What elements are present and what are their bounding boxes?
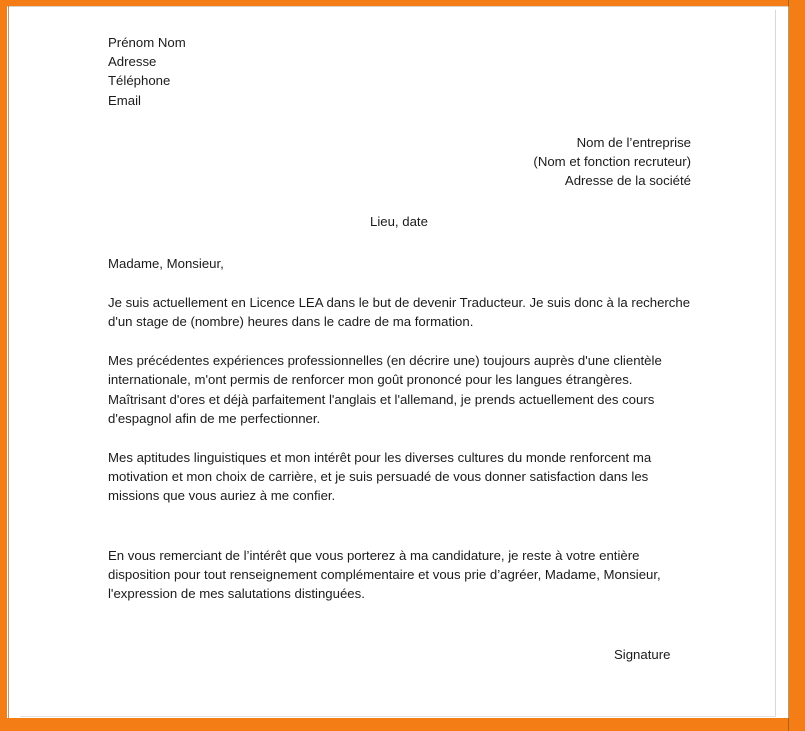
recipient-company: Nom de l’entreprise bbox=[576, 134, 691, 150]
body-paragraph-2: Mes précédentes expériences professionnelles (en décrire une) toujours auprès d'une clientèle internationale, m'ont permis de renforcer mon goût prononcé pour les langues étrangères. Maîtrisant d'ores et déjà parfaitement l'anglais et l'allemand, je prends actuellement des cours d'espagnol afin de me perfectionner. bbox=[108, 353, 662, 426]
sender-name: Prénom Nom bbox=[108, 35, 186, 50]
recipient-address: Adresse de la société bbox=[564, 173, 691, 189]
border-band-bottom bbox=[0, 718, 805, 731]
page-edge-hairline-right bbox=[775, 10, 776, 716]
recipient-contact: (Nom et fonction recruteur) bbox=[533, 154, 691, 170]
border-band-left bbox=[0, 0, 7, 731]
salutation-line: Madame, Monsieur, bbox=[108, 255, 224, 271]
signature-line: Signature bbox=[614, 647, 671, 663]
sender-email: Email bbox=[108, 92, 141, 108]
closing-paragraph: En vous remerciant de l’intérêt que vous porterez à ma candidature, je reste à votre entière disposition pour tout renseignement complémentaire et vous prie d’agréer, Madame, Monsieur, l'expression de mes salutations distinguées. bbox=[108, 547, 661, 602]
place-and-date: Lieu, date bbox=[370, 214, 428, 230]
letter-body bbox=[108, 33, 693, 664]
sender-block bbox=[108, 33, 693, 110]
recipient-block bbox=[108, 133, 693, 191]
sender-address: Adresse bbox=[108, 54, 157, 70]
border-rule-right bbox=[788, 0, 789, 731]
body-paragraph-3: Mes aptitudes linguistiques et mon intérêt pour les diverses cultures du monde renforcent ma motivation et mon choix de carrière, et je suis persuadé de vous donner satisfaction dans les missions que vous auriez à me confier. bbox=[108, 450, 652, 504]
page-edge-hairline-bottom bbox=[20, 716, 776, 717]
sender-phone: Téléphone bbox=[108, 73, 171, 89]
body-paragraph-1: Je suis actuellement en Licence LEA dans le but de devenir Traducteur. Je suis donc à la recherche d'un stage de (nombre) heures dans le cadre de ma formation. bbox=[108, 294, 691, 330]
border-band-right bbox=[789, 0, 805, 731]
